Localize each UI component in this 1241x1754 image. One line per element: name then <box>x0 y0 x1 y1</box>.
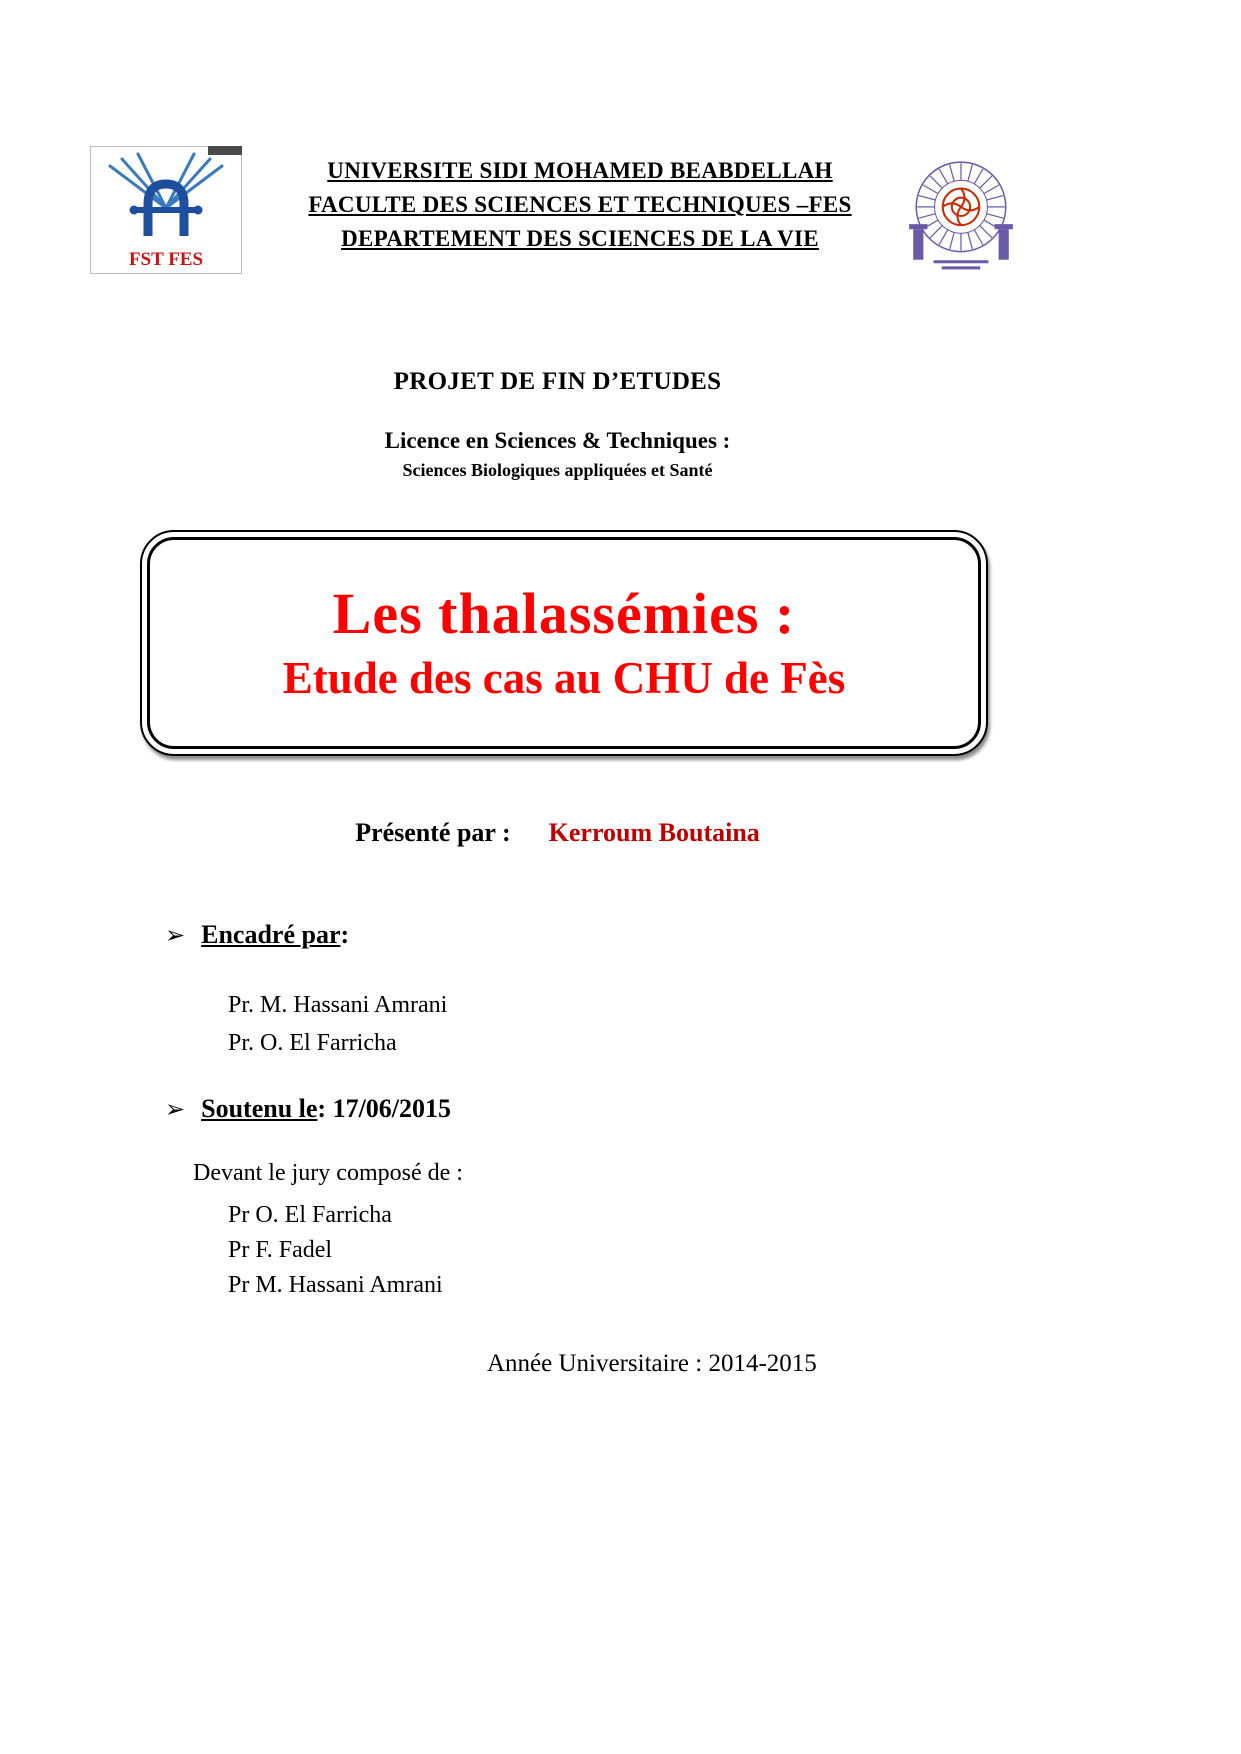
supervisors-label-colon: : <box>340 920 350 949</box>
fst-logo-graphic <box>90 146 242 274</box>
academic-year: Année Universitaire : 2014-2015 <box>487 1350 817 1377</box>
presented-by-label: Présenté par : <box>355 818 511 847</box>
jury-member: Pr O. El Farricha <box>228 1202 392 1228</box>
arrow-bullet-icon: ➢ <box>165 1097 186 1123</box>
title-box-inner <box>147 537 981 749</box>
supervisor-name: Pr. M. Hassani Amrani <box>228 992 448 1018</box>
author-name: Kerroum Boutaina <box>548 818 760 847</box>
fst-logo-text: FST FES <box>128 249 204 270</box>
jury-list <box>228 1198 443 1303</box>
degree-line: Licence en Sciences & Techniques : <box>384 428 731 453</box>
fst-logo <box>90 146 242 274</box>
subtitle: Etude des cas au CHU de Fès <box>282 653 846 703</box>
university-name: UNIVERSITE SIDI MOHAMED BEABDELLAH <box>327 158 833 183</box>
main-title: Les thalassémies : <box>332 581 796 646</box>
jury-intro: Devant le jury composé de : <box>193 1160 463 1186</box>
project-type-title: PROJET DE FIN D’ETUDES <box>393 368 722 395</box>
defense-date: : 17/06/2015 <box>317 1094 452 1123</box>
supervisors-list <box>228 986 447 1062</box>
department-name: DEPARTEMENT DES SCIENCES DE LA VIE <box>341 226 819 251</box>
title-box <box>140 530 988 756</box>
supervisors-heading <box>165 920 349 950</box>
defense-label: Soutenu le <box>201 1094 318 1123</box>
supervisors-label: Encadré par <box>201 920 341 949</box>
university-seal-icon <box>901 156 1021 276</box>
supervisor-name: Pr. O. El Farricha <box>228 1030 397 1056</box>
defense-heading <box>165 1094 451 1124</box>
presented-by-row <box>0 818 1115 848</box>
arrow-bullet-icon: ➢ <box>165 923 186 949</box>
institution-header <box>250 154 910 256</box>
specialty-line: Sciences Biologiques appliquées et Santé <box>402 460 713 480</box>
jury-member: Pr M. Hassani Amrani <box>228 1272 443 1298</box>
jury-member: Pr F. Fadel <box>228 1237 333 1263</box>
faculty-name: FACULTE DES SCIENCES ET TECHNIQUES –FES <box>308 192 852 217</box>
